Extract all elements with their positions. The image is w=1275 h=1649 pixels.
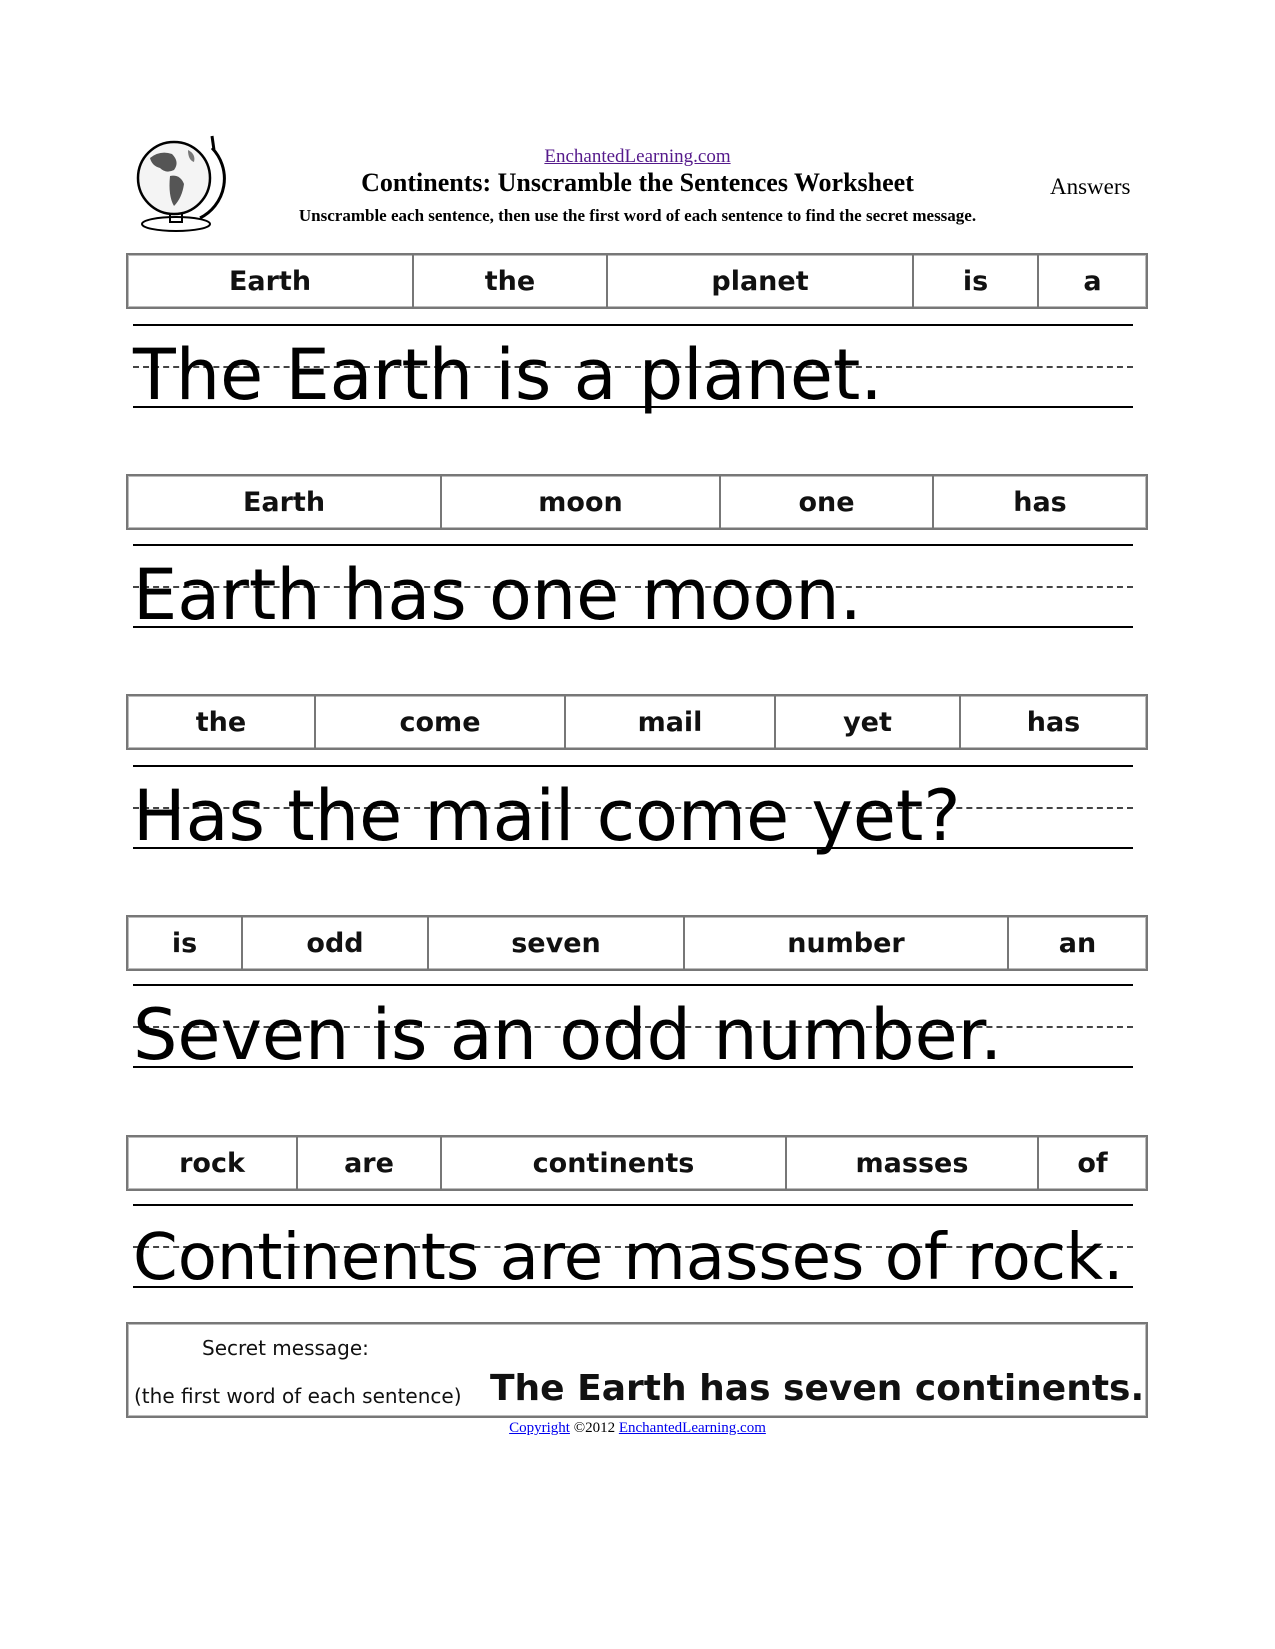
word-box: Earth bbox=[128, 476, 442, 528]
answer-writing-line bbox=[133, 1204, 1133, 1295]
word-box: come bbox=[316, 696, 566, 748]
secret-message-sublabel: (the first word of each sentence) bbox=[134, 1384, 462, 1408]
secret-message-box bbox=[126, 1322, 1148, 1418]
word-box: planet bbox=[608, 255, 914, 307]
word-box: of bbox=[1077, 1147, 1108, 1179]
word-box: continents bbox=[442, 1137, 787, 1189]
site-link[interactable]: EnchantedLearning.com bbox=[544, 146, 731, 167]
scrambled-words-row bbox=[126, 474, 1148, 530]
instructions: Unscramble each sentence, then use the first word of each sentence to find the secret message. bbox=[298, 206, 977, 225]
secret-message-label: Secret message: bbox=[202, 1336, 369, 1360]
answer-writing-line bbox=[133, 544, 1133, 636]
answer-sentence: Seven is an odd number. bbox=[133, 994, 1003, 1076]
answer-sentence: Earth has one moon. bbox=[133, 554, 862, 636]
footer-site-link[interactable]: EnchantedLearning.com bbox=[618, 1420, 766, 1436]
word-box: mail bbox=[566, 696, 776, 748]
scrambled-words-row bbox=[126, 694, 1148, 750]
page-title: Continents: Unscramble the Sentences Worksheet bbox=[361, 168, 914, 197]
word-box: moon bbox=[442, 476, 721, 528]
word-box: yet bbox=[776, 696, 961, 748]
word-box: has bbox=[1026, 706, 1081, 738]
word-box: one bbox=[721, 476, 934, 528]
copyright-link[interactable]: Copyright bbox=[509, 1420, 570, 1436]
secret-message-text: The Earth has seven continents. bbox=[490, 1368, 1145, 1409]
copyright-year: ©2012 bbox=[573, 1420, 616, 1436]
scrambled-words-row bbox=[126, 915, 1148, 971]
word-box: an bbox=[1058, 927, 1097, 959]
answer-sentence: The Earth is a planet. bbox=[133, 334, 883, 416]
word-box: odd bbox=[243, 917, 429, 969]
word-box: is bbox=[128, 917, 243, 969]
word-box: the bbox=[128, 696, 316, 748]
scrambled-words-row bbox=[126, 253, 1148, 309]
scrambled-words-row bbox=[126, 1135, 1148, 1191]
word-box: has bbox=[1013, 486, 1067, 518]
word-box: number bbox=[685, 917, 1009, 969]
answer-sentence: Continents are masses of rock. bbox=[133, 1221, 1124, 1295]
word-box: the bbox=[414, 255, 608, 307]
word-box: is bbox=[914, 255, 1039, 307]
answer-writing-line bbox=[133, 324, 1133, 416]
answer-writing-line bbox=[133, 765, 1133, 857]
word-box: Earth bbox=[128, 255, 414, 307]
footer bbox=[0, 1420, 1275, 1437]
word-box: a bbox=[1083, 265, 1102, 297]
word-box: rock bbox=[128, 1137, 298, 1189]
word-box: seven bbox=[429, 917, 685, 969]
word-box: masses bbox=[787, 1137, 1039, 1189]
answer-writing-line bbox=[133, 984, 1133, 1076]
answer-sentence: Has the mail come yet? bbox=[133, 775, 961, 857]
word-box: are bbox=[298, 1137, 442, 1189]
answers-label: Answers bbox=[1050, 174, 1131, 199]
